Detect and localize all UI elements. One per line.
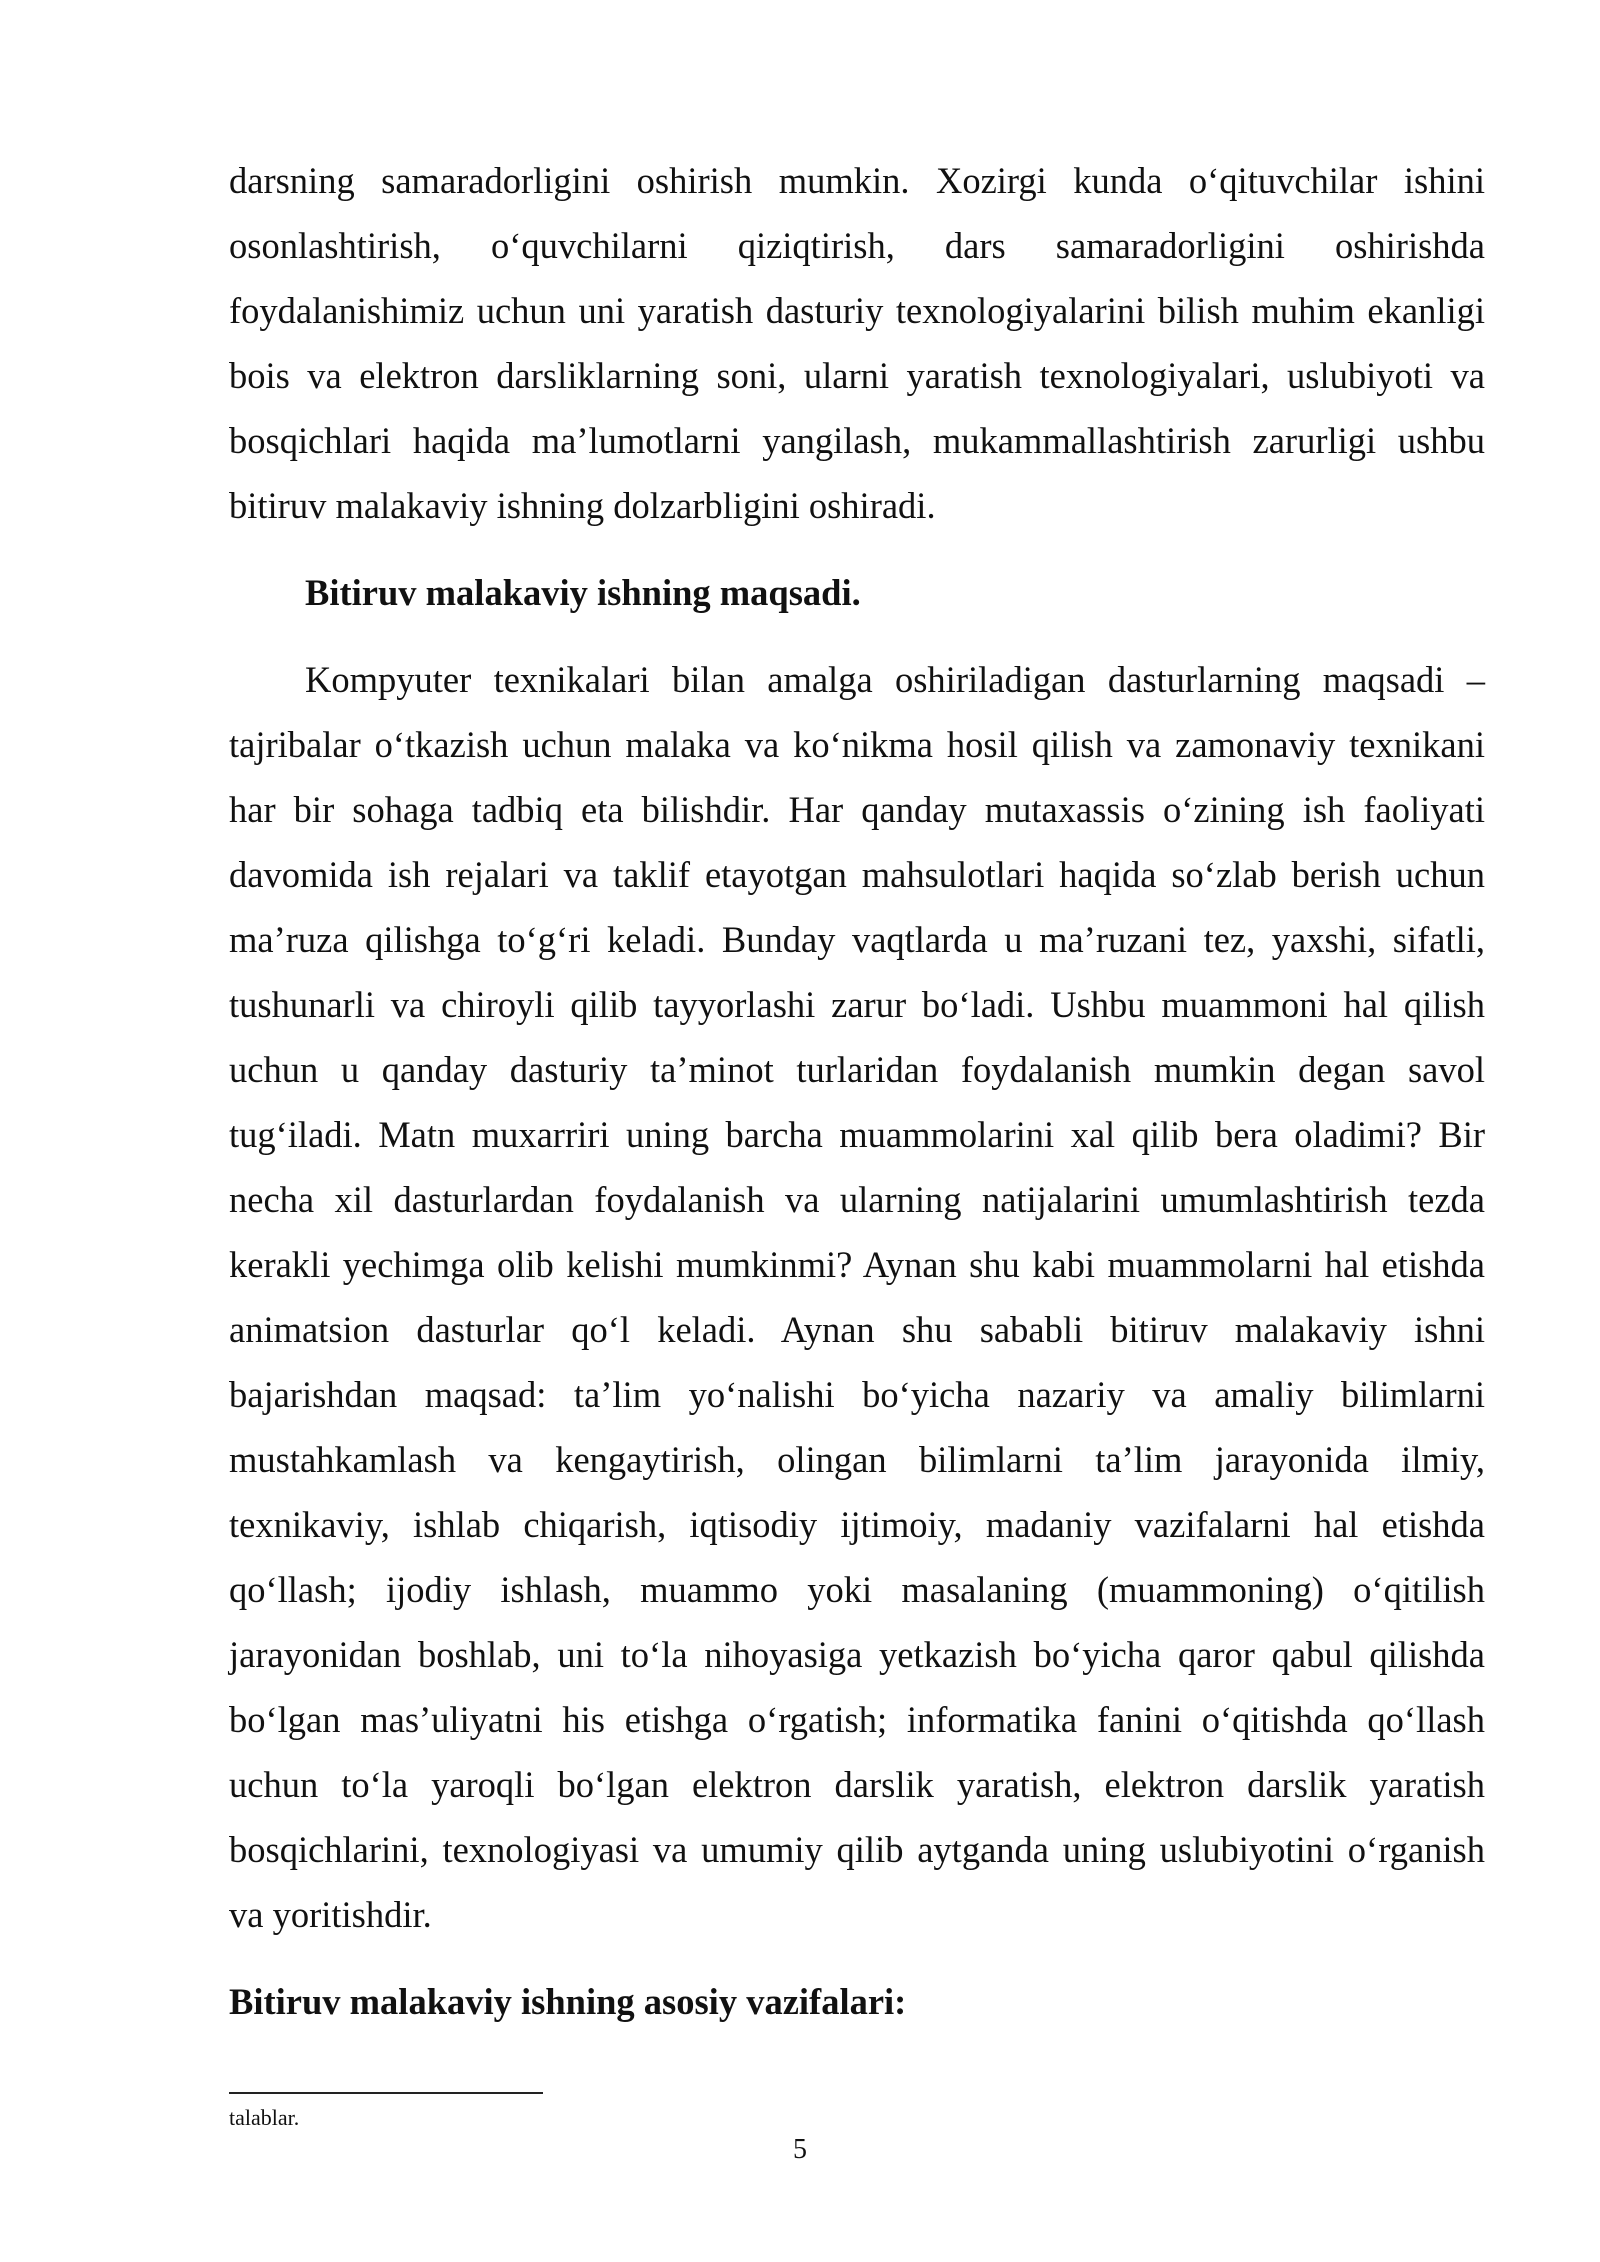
paragraph-goal: Kompyuter texnikalari bilan amalga oshiriladigan dasturlarning maqsadi – tajribalar o‘tkazish uchun malaka va ko‘nikma hosil qilish va zamonaviy texnikani har bir sohaga tadbiq eta bilishdir. Har qanday mutaxassis o‘zining ish faoliyati davomida ish rejalari va taklif etayotgan mahsulotlari haqida so‘zlab berish uchun ma’ruza qilishga to‘g‘ri keladi. Bunday vaqtlarda u ma’ruzani tez, yaxshi, sifatli, tushunarli va chiroyli qilib tayyorlashi zarur bo‘ladi. Ushbu muammoni hal qilish uchun u qanday dasturiy ta’minot turlaridan foydalanish mumkin degan savol tug‘iladi. Matn muxarriri uning barcha muammolarini xal qilib bera oladimi? Bir necha xil dasturlardan foydalanish va ularning natijalarini umumlashtirish tezda kerakli yechimga olib kelishi mumkinmi? Aynan shu kabi muammolarni hal etishda animatsion dasturlar qo‘l keladi. Aynan shu sababli bitiruv malakaviy ishni bajarishdan maqsad: ta’lim yo‘nalishi bo‘yicha nazariy va amaliy bilimlarni mustahkamlash va kengaytirish, olingan bilimlarni ta’lim jarayonida ilmiy, texnikaviy, ishlab chiqarish, iqtisodiy ijtimoiy, madaniy vazifalarni hal etishda qo‘llash; ijodiy ishlash, muammo yoki masalaning (muammoning) o‘qitilish jarayonidan boshlab, uni to‘la nihoyasiga yetkazish bo‘yicha qaror qabul qilishda bo‘lgan mas’uliyatni his etishga o‘rgatish; informatika fanini o‘qitishda qo‘llash uchun to‘la yaroqli bo‘lgan elektron darslik yaratish, elektron darslik yaratish bosqichlarini, texnologiyasi va umumiy qilib aytganda uning uslubiyotini o‘rganish va yoritishdir. (229, 659, 1485, 1935)
footnote-text: talablar. (229, 2105, 300, 2130)
heading-tasks: Bitiruv malakaviy ishning asosiy vazifalari: (229, 1981, 907, 2022)
heading-goal: Bitiruv malakaviy ishning maqsadi. (305, 572, 861, 613)
paragraph-relevance: darsning samaradorligini oshirish mumkin. Xozirgi kunda o‘qituvchilar ishini osonlashtirish, o‘quvchilarni qiziqtirish, dars samaradorligini oshirishda foydalanishimiz uchun uni yaratish dasturiy texnologiyalarini bilish muhim ekanligi bois va elektron darsliklarning soni, ularni yaratish texnologiyalari, uslubiyoti va bosqichlari haqida ma’lumotlarni yangilash, mukammallashtirish zarurligi ushbu bitiruv malakaviy ishning dolzarbligini oshiradi. (229, 160, 1485, 526)
page-content (229, 148, 1485, 2034)
page-number: 5 (793, 2134, 807, 2165)
footnote-separator (229, 2092, 543, 2094)
